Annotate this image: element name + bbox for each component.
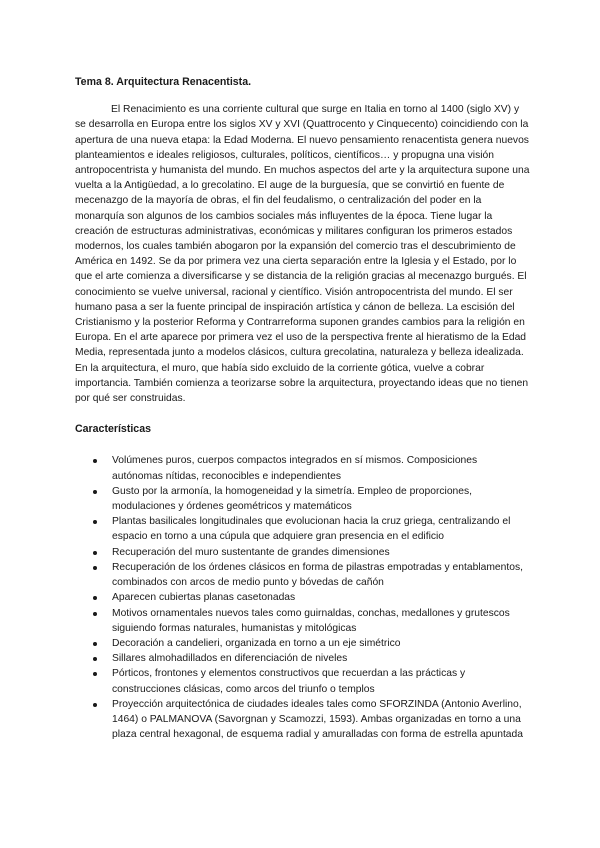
bullet-icon (93, 459, 97, 463)
list-item-text: Plantas basilicales longitudinales que evolucionan hacia la cruz griega, centralizando el espacio en torno a una cúpula que adquiere gran presencia en el edificio (112, 516, 511, 543)
list-item (93, 636, 530, 651)
bullet-icon (93, 657, 97, 661)
intro-paragraph: El Renacimiento es una corriente cultural que surge en Italia en torno al 1400 (siglo XV) y se desarrolla en Europa entre los siglos XV y XVI (Quattrocento y Cinquecento) coincidiendo con la apertura de una nueva etapa: la Edad Moderna. El nuevo pensamiento renacentista genera nuevos planteamientos e ideales religiosos, culturales, políticos, científicos… y propugna una visión antropocentrista y humanista del mundo. En muchos aspectos del arte y la arquitectura supone una vuelta a la Antigüedad, a lo grecolatino. El auge de la burguesía, que se convirtió en fuente de mecenazgo de la mayoría de obras, el fin del feudalismo, o centralización del poder en la monarquía son algunos de los cambios sociales más influyentes de la época. Tiene lugar la creación de estructuras administrativas, económicas y militares configuran los primeros estados modernos, los cuales también abogaron por la expansión del comercio tras el descubrimiento de América en 1492. Se da por primera vez una cierta separación entre la Iglesia y el Estado, por lo que el arte comienza a diversificarse y se distancia de la religión gracias al mecenazgo burgués. El conocimiento se vuelve universal, racional y científico. Visión antropocentrista del mundo. El ser humano pasa a ser la fuente principal de inspiración artística y cánon de belleza. La escisión del Cristianismo y la posterior Reforma y Contrarreforma suponen grandes cambios para la religión en Europa. En el arte aparece por primera vez el uso de la perspectiva frente al hieratismo de la Edad Media, representada junto a modelos clásicos, cultura grecolatina, naturaleza y belleza idealizada. (75, 104, 530, 359)
list-item-text: Proyección arquitectónica de ciudades ideales tales como SFORZINDA (Antonio Averlino, 1464) o PALMANOVA (Savorgnan y Scamozzi, 1593). Ambas organizadas en torno a una plaza central hexagonal, de esquema radial y amuralladas con forma de estrella apuntada (112, 698, 523, 741)
bullet-icon (93, 642, 97, 646)
list-item-text: Recuperación de los órdenes clásicos en forma de pilastras empotradas y entablamentos, combinados con arcos de medio punto y bóvedas de cañón (112, 561, 523, 589)
bullet-icon (93, 612, 97, 616)
list-item (93, 697, 530, 743)
bullet-icon (93, 551, 97, 555)
document-title: Tema 8. Arquitectura Renacentista. (75, 76, 252, 88)
list-item-text: Decoración a candelieri, organizada en torno a un eje simétrico (112, 637, 401, 649)
list-item (93, 453, 530, 483)
list-item-text: Recuperación del muro sustentante de grandes dimensiones (112, 546, 390, 558)
list-item (93, 484, 530, 514)
list-item (93, 545, 530, 560)
bullet-icon (93, 672, 97, 676)
list-item-text: Gusto por la armonía, la homogeneidad y la simetría. Empleo de proporciones, modulaciones y órdenes geométricos y matemáticos (112, 485, 473, 513)
bullet-icon (93, 520, 97, 524)
body-text (75, 102, 530, 406)
list-item (93, 651, 530, 666)
list-item-text: Volúmenes puros, cuerpos compactos integrados en sí mismos. Composiciones autónomas nítidas, reconocibles e independientes (112, 455, 478, 482)
list-item-text: Aparecen cubiertas planas casetonadas (112, 592, 296, 604)
list-item-text: Sillares almohadillados en diferenciación de niveles (112, 653, 348, 665)
list-item (93, 590, 530, 605)
architecture-paragraph: En la arquitectura, el muro, que había sido excluido de la corriente gótica, vuelve a cobrar importancia. También comienza a teorizarse sobre la arquitectura, proyectando ideas que no tienen por qué ser construidas. (75, 362, 529, 405)
document-page (75, 75, 530, 742)
list-item-text: Motivos ornamentales nuevos tales como guirnaldas, conchas, medallones y grutescos siguiendo formas naturales, humanistas y mitológicas (112, 607, 510, 634)
section-heading-caracteristicas: Características (75, 423, 151, 436)
list-item (93, 606, 530, 636)
characteristics-list (75, 453, 530, 742)
list-item (93, 514, 530, 544)
list-item (93, 666, 530, 696)
list-item (93, 560, 530, 590)
bullet-icon (93, 703, 97, 707)
bullet-icon (93, 596, 97, 600)
bullet-icon (93, 490, 97, 494)
list-item-text: Pórticos, frontones y elementos constructivos que recuerdan a las prácticas y construcciones clásicas, como arcos del triunfo o templos (112, 668, 466, 695)
bullet-icon (93, 566, 97, 570)
